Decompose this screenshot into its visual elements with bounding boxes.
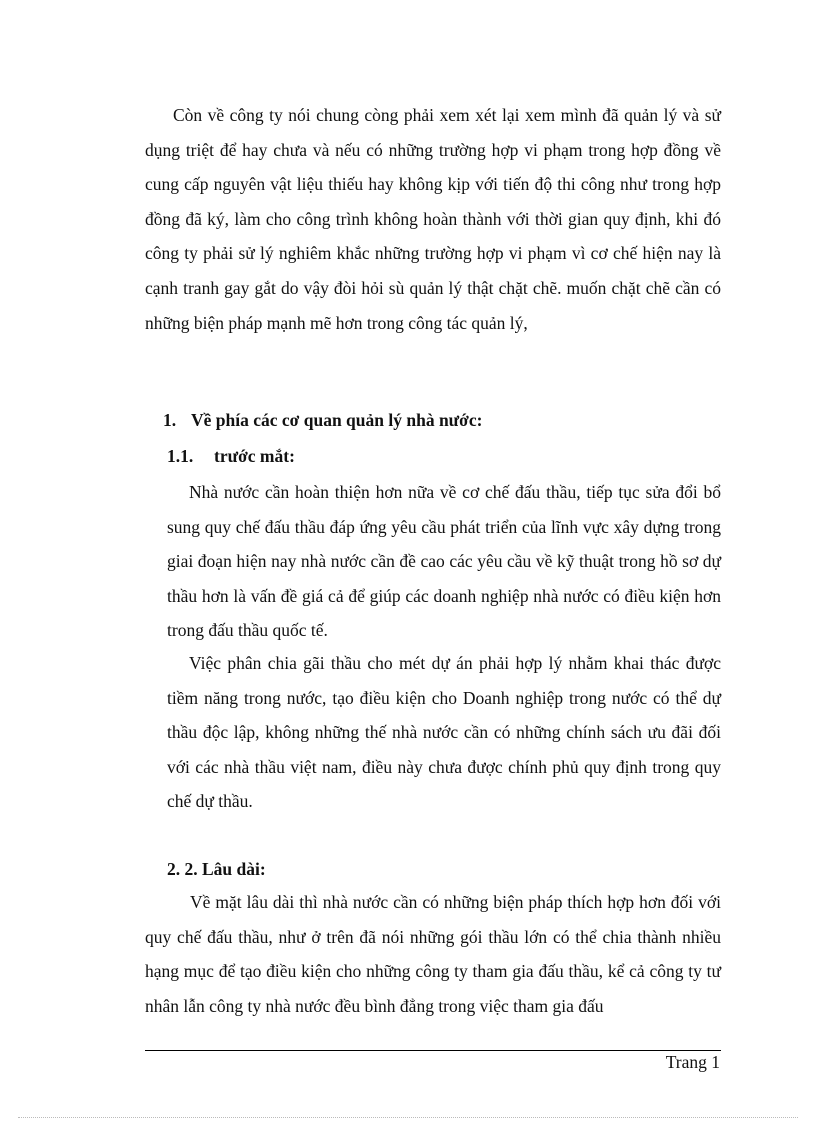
section-2-heading	[167, 859, 266, 880]
section-1-number: 1.	[163, 410, 177, 430]
section-1-1-number: 1.1.	[167, 446, 194, 466]
section-2-paragraph: Về mặt lâu dài thì nhà nước cần có những biện pháp thích hợp hơn đối với quy chế đấu thầu, như ở trên đã nói những gói thầu lớn có thể chia thành nhiều hạng mục để tạo điều kiện cho những công ty tham gia đấu thầu, kể cả công ty tư nhân lẫn công ty nhà nước đều bình đẳng trong việc tham gia đấu	[145, 892, 721, 1016]
page-number: Trang 1	[665, 1052, 720, 1072]
page-edge-divider	[18, 1117, 798, 1118]
section-1-title: Về phía các cơ quan quản lý nhà nước:	[191, 410, 483, 430]
intro-paragraph: Còn về công ty nói chung còng phải xem xét lại xem mình đã quản lý và sử dụng triệt để hay chưa và nếu có những trường hợp vi phạm trong hợp đồng về cung cấp nguyên vật liệu thiếu hay không kịp với tiến độ thi công như trong hợp đồng đã ký, làm cho công trình không hoàn thành với thời gian quy định, khi đó công ty phải sử lý nghiêm khắc những trường hợp vi phạm vì cơ chế hiện nay là cạnh tranh gay gắt do vậy đòi hỏi sù quản lý thật chặt chẽ. muốn chặt chẽ cần có những biện pháp mạnh mẽ hơn trong công tác quản lý,	[145, 105, 721, 333]
section-1-heading	[163, 410, 482, 431]
footer-rule	[145, 1050, 721, 1051]
section-2-title: Lâu dài:	[202, 859, 266, 879]
section-1-1-heading	[167, 446, 295, 467]
section-1-1-paragraph-1: Nhà nước cần hoàn thiện hơn nữa về cơ chế đấu thầu, tiếp tục sửa đổi bổ sung quy chế đấu thầu đáp ứng yêu cầu phát triển của lĩnh vực xây dựng trong giai đoạn hiện nay nhà nước cần đề cao các yêu cầu về kỹ thuật trong hồ sơ dự thầu hơn là vấn đề giá cả để giúp các doanh nghiệp nhà nước có điều kiện hơn trong đấu thầu quốc tế.	[167, 482, 721, 641]
section-1-1-paragraph-2: Việc phân chia gãi thầu cho mét dự án phải hợp lý nhằm khai thác được tiềm năng trong nước, tạo điều kiện cho Doanh nghiệp trong nước có thể dự thầu độc lập, không những thế nhà nước cần có những chính sách ưu đãi đối với các nhà thầu việt nam, điều này chưa được chính phủ quy định trong quy chế dự thầu.	[167, 653, 721, 812]
section-1-1-title: trước mắt:	[214, 446, 295, 466]
section-2-number: 2. 2.	[167, 859, 198, 879]
